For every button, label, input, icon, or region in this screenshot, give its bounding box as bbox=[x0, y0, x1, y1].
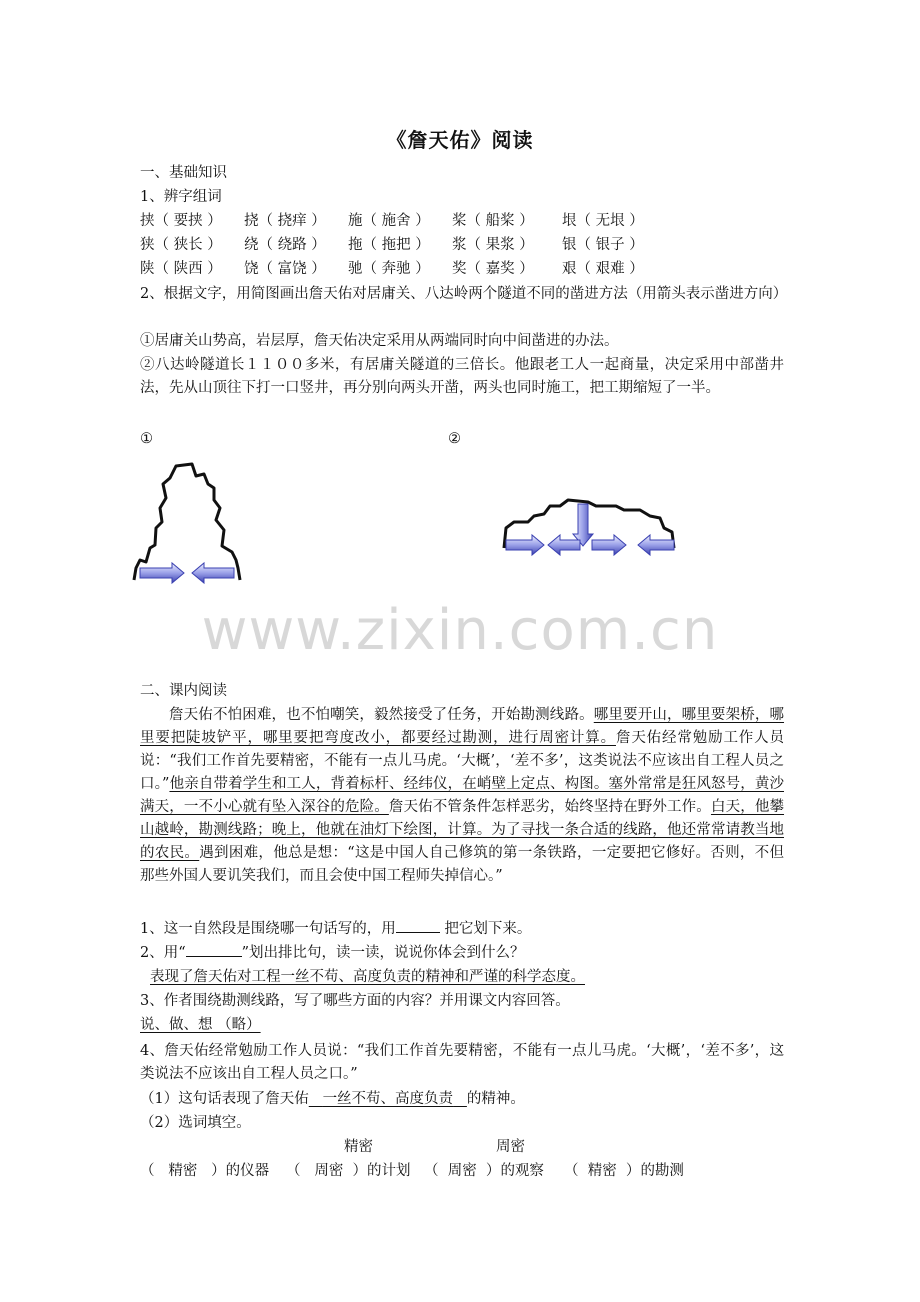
answer-2 bbox=[150, 966, 585, 988]
fill-answer: 精密 bbox=[587, 1163, 617, 1179]
answer-3 bbox=[140, 1014, 261, 1036]
passage-sentence-underlined: 白天，他攀山越岭，勘测线路；晚上，他就在油灯下绘图，计算。为了寻找一条合适的线路，他还常常请教当地的农民。 bbox=[140, 799, 785, 861]
fill-noun: 的仪器 bbox=[225, 1163, 270, 1179]
question-4-2: （2）选词填空。 bbox=[140, 1115, 251, 1131]
question-1 bbox=[140, 918, 531, 940]
question-4-1 bbox=[140, 1088, 525, 1110]
q2-text: 2、根据文字，用简图画出詹天佑对居庸关、八达岭两个隧道不同的凿进方法（用箭头表示凿进方向） bbox=[140, 286, 788, 302]
q1-text: 1、辨字组词 bbox=[140, 189, 222, 205]
word-pair: 浆（ 果浆 ） bbox=[452, 237, 534, 253]
q4-1-text-end: 的精神。 bbox=[466, 1091, 525, 1107]
fill-answer: 精密 bbox=[168, 1163, 198, 1179]
question-1-text: 1、这一自然段是围绕哪一句话写的，用 bbox=[140, 921, 396, 937]
question-4: 4、詹天佑经常勉励工作人员说：“我们工作首先要精密，不能有一点儿马虎。‘大概’，‘差不多’，这类说法不应该出自工程人员之口。” bbox=[140, 1043, 784, 1082]
passage-sentence: 詹天佑经常勉励工作人员说：“我们工作首先要精密，不能有一点儿马虎。‘大概’，‘差不多’，这类说法不应该出自工程人员之口。” bbox=[140, 730, 785, 792]
passage-sentence: 詹天佑不管条件怎样恶劣，始终坚持在野外工作。 bbox=[388, 799, 711, 815]
fill-row bbox=[140, 1160, 684, 1182]
question-2-text-end: ”划出排比句，读一读，说说你体会到什么？ bbox=[241, 945, 525, 961]
passage-sentence-underlined: 他亲自带着学生和工人，背着标杆、经纬仪，在峭壁上定点、构图。塞外常常是狂风怒号，黄沙满天，一不小心就有坠入深谷的危险。 bbox=[140, 776, 784, 815]
word-pair: 驰（ 奔驰 ） bbox=[348, 261, 430, 277]
q4-1-fill bbox=[309, 1091, 467, 1107]
q4-1-text: （1）这句话表现了詹天佑 bbox=[140, 1091, 309, 1107]
fill-item: （ 精密 ）的勘测 bbox=[564, 1163, 684, 1179]
mountain-juyongguan bbox=[134, 464, 240, 580]
arrow-left bbox=[548, 535, 580, 555]
question-2-text: 2、用“ bbox=[140, 945, 186, 961]
q2-para-1: ①居庸关山势高，岩层厚，詹天佑决定采用从两端同时向中间凿进的办法。 bbox=[140, 333, 619, 349]
reading-passage bbox=[140, 704, 784, 888]
watermark: www.zixin.com.cn bbox=[201, 598, 719, 663]
fill-answer: 周密 bbox=[447, 1163, 477, 1179]
fill-answer: 周密 bbox=[314, 1163, 344, 1179]
arrow-left bbox=[638, 535, 674, 555]
word-pair: 银（ 银子 ） bbox=[562, 237, 644, 253]
q2-para-2: ②八达岭隧道长１１００多米，有居庸关隧道的三倍长。他跟老工人一起商量，决定采用中部凿井法，先从山顶往下打一口竖井，再分别向两头开凿，两头也同时施工，把工期缩短了一半。 bbox=[140, 357, 784, 396]
passage-sentence: 遇到困难，他总是想：“这是中国人自己修筑的第一条铁路，一定要把它修好。否则，不但那些外国人要讥笑我们，而且会使中国工程师失掉信心。” bbox=[140, 845, 784, 884]
answer-2-text: 表现了詹天佑对工程一丝不苟、高度负责的精神和严谨的科学态度。 bbox=[150, 969, 585, 985]
word-pair: 桨（ 船桨 ） bbox=[452, 213, 534, 229]
word-pair: 垠（ 无垠 ） bbox=[562, 213, 644, 229]
fill-noun: 的勘测 bbox=[640, 1163, 684, 1179]
word-pair: 艰（ 艰难 ） bbox=[562, 261, 644, 277]
page-title: 《詹天佑》阅读 bbox=[386, 128, 534, 152]
q4-1-answer: 一丝不苟、高度负责 bbox=[322, 1091, 454, 1107]
word-pair: 狭（ 狭长 ） bbox=[140, 237, 222, 253]
answer-3-text: 说、做、想 （略） bbox=[140, 1017, 261, 1033]
fill-item: （ 精密 ）的仪器 bbox=[140, 1163, 270, 1179]
passage-sentence: 詹天佑不怕困难，也不怕嘲笑，毅然接受了任务，开始勘测线路。 bbox=[169, 707, 594, 723]
answer-blank[interactable] bbox=[186, 942, 242, 957]
arrow-right bbox=[140, 563, 184, 583]
fill-noun: 的计划 bbox=[367, 1163, 411, 1179]
word-pair: 陕（ 陕西 ） bbox=[140, 261, 222, 277]
word-pair: 奖（ 嘉奖 ） bbox=[452, 261, 534, 277]
word-pair: 拖（ 拖把 ） bbox=[348, 237, 430, 253]
question-1-text-end: 把它划下来。 bbox=[444, 921, 532, 937]
fill-noun: 的观察 bbox=[500, 1163, 544, 1179]
question-2 bbox=[140, 942, 525, 964]
arrow-right bbox=[506, 535, 544, 555]
section2-heading: 二、课内阅读 bbox=[140, 683, 227, 699]
arrow-right bbox=[592, 535, 626, 555]
diagram-label-1: ① bbox=[140, 431, 153, 447]
fill-item: （ 周密 ）的观察 bbox=[424, 1163, 544, 1179]
word-pair: 饶（ 富饶 ） bbox=[244, 261, 326, 277]
word-pair: 挠（ 挠痒 ） bbox=[244, 213, 326, 229]
arrow-left bbox=[192, 563, 234, 583]
diagram-label-2: ② bbox=[448, 431, 461, 447]
word-pair: 施（ 施舍 ） bbox=[348, 213, 430, 229]
word-pair: 绕（ 绕路 ） bbox=[244, 237, 326, 253]
question-3: 3、作者围绕勘测线路，写了哪些方面的内容？并用课文内容回答。 bbox=[140, 993, 570, 1009]
word-pair: 挟（ 要挟 ） bbox=[140, 213, 222, 229]
answer-blank[interactable] bbox=[396, 918, 440, 933]
word-choice-1: 精密 bbox=[344, 1139, 373, 1155]
section1-heading: 一、基础知识 bbox=[140, 165, 227, 181]
word-choice-2: 周密 bbox=[496, 1139, 525, 1155]
passage-sentence-underlined: 哪里要开山，哪里要架桥，哪里要把陡坡铲平，哪里要把弯度改小，都要经过勘测，进行周密计算。 bbox=[140, 707, 785, 746]
fill-item: （ 周密 ）的计划 bbox=[286, 1163, 411, 1179]
